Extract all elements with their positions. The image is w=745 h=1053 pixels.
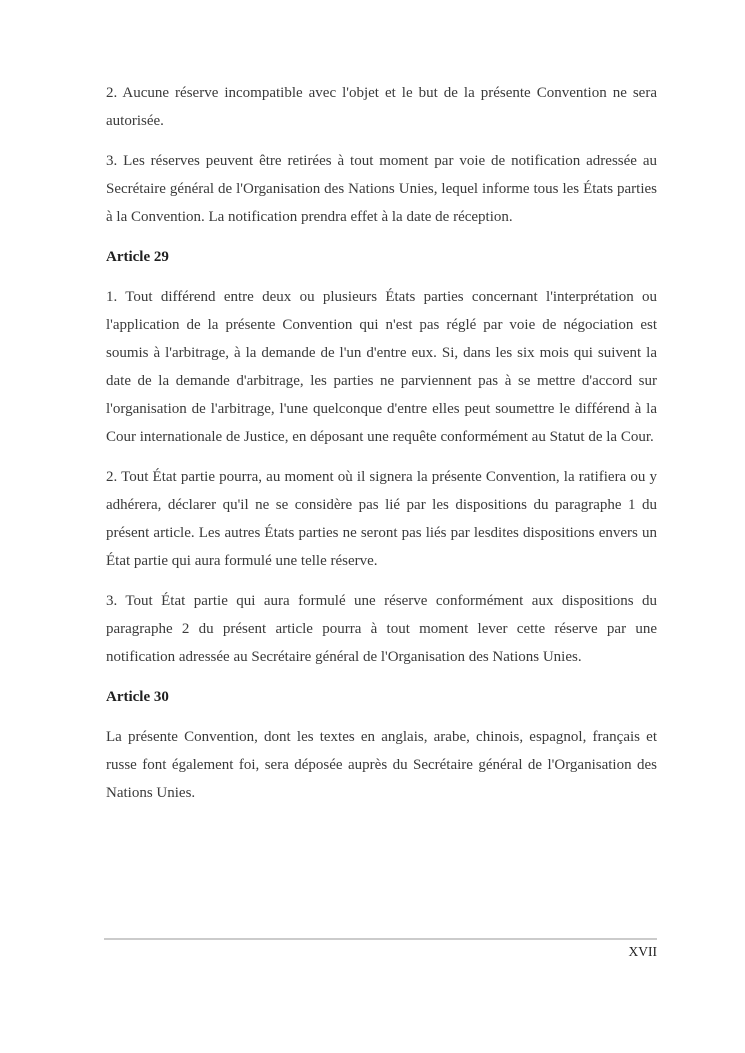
body-paragraph: 1. Tout différend entre deux ou plusieurs États parties concernant l'interprétation ou l'application de la présente Convention qui n'est pas réglé par voie de négociation est soumis à l'arbitrage, à la demande de l'un d'entre eux. Si, dans les six mois qui suivent la date de la demande d'arbitrage, les parties ne parviennent pas à se mettre d'accord sur l'organisation de l'arbitrage, l'une quelconque d'entre elles peut soumettre le différend à la Cour internationale de Justice, en déposant une requête conformément au Statut de la Cour.: [106, 289, 657, 445]
body-paragraph: La présente Convention, dont les textes en anglais, arabe, chinois, espagnol, français et russe font également foi, sera déposée auprès du Secrétaire général de l'Organisation des Nations Unies.: [106, 729, 657, 801]
body-paragraph: 2. Tout État partie pourra, au moment où il signera la présente Convention, la ratifiera ou y adhérera, déclarer qu'il ne se considère pas lié par les dispositions du paragraphe 1 du présent article. Les autres États parties ne seront pas liés par lesdites dispositions envers un État partie qui aura formulé une telle réserve.: [106, 469, 657, 569]
article-29-heading: Article 29: [106, 249, 169, 265]
body-paragraph: 3. Les réserves peuvent être retirées à tout moment par voie de notification adressée au Secrétaire général de l'Organisation des Nations Unies, lequel informe tous les États parties à la Convention. La notification prendra effet à la date de réception.: [106, 153, 657, 225]
page-number: XVII: [628, 944, 657, 959]
body-paragraph: 3. Tout État partie qui aura formulé une réserve conformément aux dispositions du paragraphe 2 du présent article pourra à tout moment lever cette réserve par une notification adressée au Secrétaire général de l'Organisation des Nations Unies.: [106, 593, 657, 665]
footer-divider: [104, 938, 657, 940]
body-paragraph: 2. Aucune réserve incompatible avec l'objet et le but de la présente Convention ne sera autorisée.: [106, 85, 657, 129]
article-30-heading: Article 30: [106, 689, 169, 705]
document-body: [106, 79, 657, 819]
